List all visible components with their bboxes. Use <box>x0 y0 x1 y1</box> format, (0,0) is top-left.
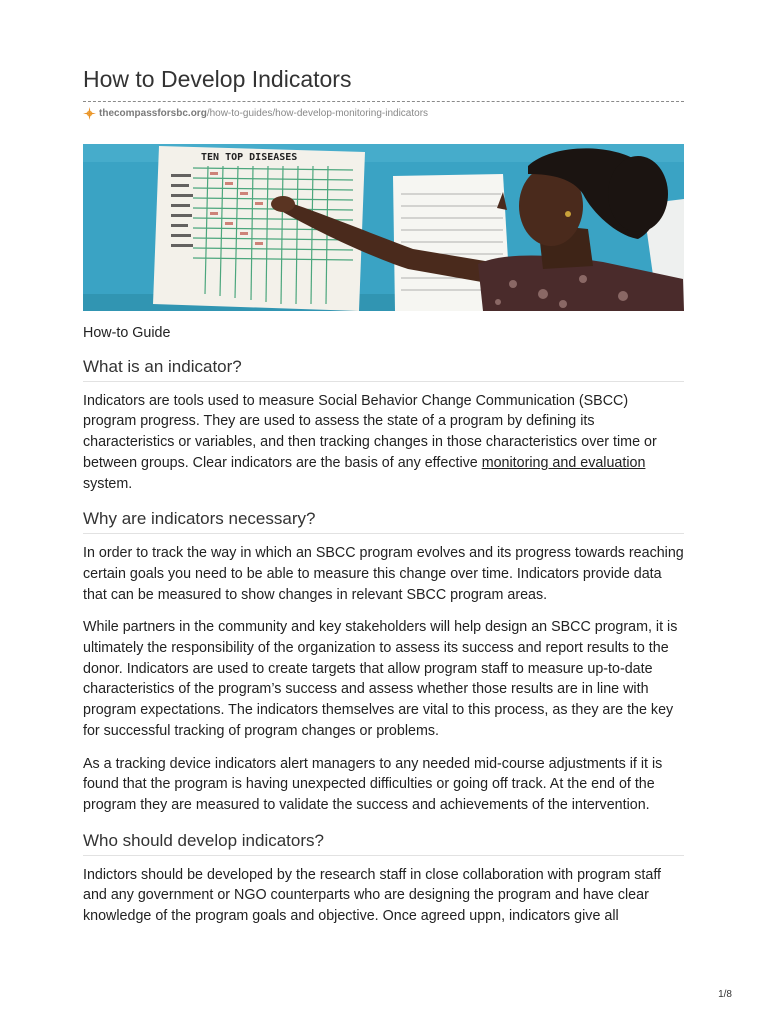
section-heading-who: Who should develop indicators? <box>83 830 684 856</box>
source-path[interactable]: /how-to-guides/how-develop-monitoring-indicators <box>206 108 429 119</box>
paragraph: In order to track the way in which an SBCC program evolves and its progress towards reaching certain goals you need to be able to measure this change over time. Indicators provide data that can be measured to show changes in relevant SBCC program areas. <box>83 545 684 603</box>
guide-label: How-to Guide <box>83 325 171 341</box>
compass-star-icon <box>83 107 96 120</box>
paragraph: While partners in the community and key stakeholders will help design an SBCC program, it is ultimately the responsibility of the organization to assess its success and report results to the donor. Indicators are used to create targets that allow program staff to measure up-to-date characteristics of the program’s success and assess whether those results are in line with program expectations. The indicators themselves are vital to this process, as they are the key for successful tracking of program changes or problems. <box>83 619 678 739</box>
article-body <box>83 323 684 939</box>
hero-chart-title: TEN TOP DISEASES <box>201 152 298 163</box>
hero-image <box>83 144 684 311</box>
paragraph: As a tracking device indicators alert managers to any needed mid-course adjustments if it is found that the program is having unexpected difficulties or going off track. At the end of the program they are measured to validate the success and achievements of the intervention. <box>83 755 663 813</box>
section-heading-why: Why are indicators necessary? <box>83 508 684 534</box>
page-number: 1/8 <box>718 989 732 1000</box>
title-divider <box>83 101 684 102</box>
paragraph: Indictors should be developed by the research staff in close collaboration with program staff and any government or NGO counterparts who are designing the program and have clear knowledge of the program goals and objective. Once agreed uppn, indicators give all <box>83 866 662 925</box>
source-domain[interactable]: thecompassforsbc.org <box>99 108 207 119</box>
paragraph: Indicators are tools used to measure Social Behavior Change Communication (SBCC) program progress. They are used to assess the state of a program by defining its characteristics or variables, and then tracking changes in those characteristics over time or between groups. Clear indicators are the basis of any effective monitoring and evaluation system. <box>83 392 657 492</box>
hero-photo-illustration <box>83 144 684 311</box>
source-url[interactable] <box>83 107 428 120</box>
section-heading-what: What is an indicator? <box>83 356 684 382</box>
monitoring-evaluation-link[interactable]: monitoring and evaluation <box>481 454 646 471</box>
page-title: How to Develop Indicators <box>83 66 352 92</box>
